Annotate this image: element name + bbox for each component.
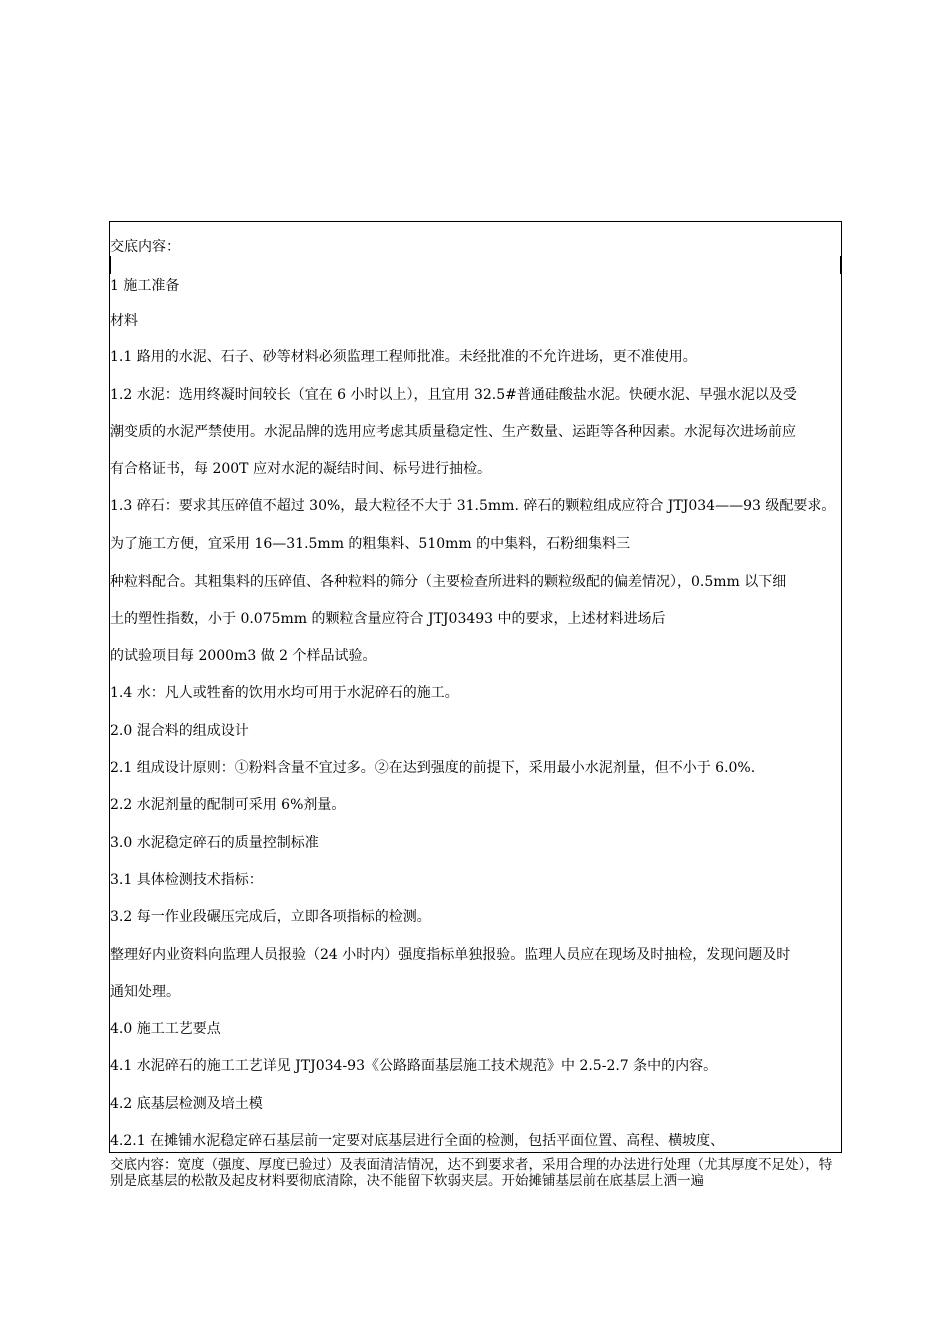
paragraph-line: 整理好内业资料向监理人员报验（24 小时内）强度指标单独报验。监理人员应在现场及时抽检，发现问题及时 xyxy=(110,947,791,963)
paragraph-line: 通知处理。 xyxy=(110,984,180,1000)
heading-4: 4.0 施工工艺要点 xyxy=(110,1021,221,1037)
frame-mark-right xyxy=(840,256,842,274)
paragraph-line: 3.1 具体检测技术指标： xyxy=(110,872,263,888)
paragraph-line: 3.2 每一作业段碾压完成后，立即各项指标的检测。 xyxy=(110,909,431,925)
continuation-paragraph: 交底内容：宽度（强度、厚度已验过）及表面清洁情况，达不到要求者，采用合理的办法进行处理（尤其厚度不足处），特别是底基层的松散及起皮材料要彻底清除，决不能留下软弱夹层。开始摊铺基层前在底基层上洒一遍 xyxy=(110,1157,833,1189)
paragraph-line: 1.4 水：凡人或牲畜的饮用水均可用于水泥碎石的施工。 xyxy=(110,685,459,701)
heading-3: 3.0 水泥稳定碎石的质量控制标准 xyxy=(110,835,319,851)
paragraph-line: 有合格证书，每 200T 应对水泥的凝结时间、标号进行抽检。 xyxy=(110,461,491,477)
paragraph-line: 4.2 底基层检测及培土模 xyxy=(110,1096,263,1112)
paragraph-line: 2.2 水泥剂量的配制可采用 6%剂量。 xyxy=(110,797,346,813)
paragraph-line: 4.2.1 在摊铺水泥稳定碎石基层前一定要对底基层进行全面的检测，包括平面位置、高程、横坡度、 xyxy=(110,1133,725,1149)
paragraph-line: 1.1 路用的水泥、石子、砂等材料必须监理工程师批准。未经批准的不允许进场，更不准使用。 xyxy=(110,349,697,365)
paragraph-line: 2.1 组成设计原则：①粉料含量不宜过多。②在达到强度的前提下，采用最小水泥剂量，但不小于 6.0%. xyxy=(110,760,756,776)
heading-1: 1 施工准备 xyxy=(110,278,180,294)
paragraph-line: 种粒料配合。其粗集料的压碎值、各种粒料的筛分（主要检查所进料的颗粒级配的偏差情况），0.5mm 以下细 xyxy=(110,574,787,590)
subheading-materials: 材料 xyxy=(110,313,138,329)
frame-mark-left xyxy=(109,256,111,274)
paragraph-line: 的试验项目每 2000m3 做 2 个样品试验。 xyxy=(110,648,377,664)
section-label: 交底内容： xyxy=(110,239,180,255)
paragraph-line: 为了施工方便，宜采用 16—31.5mm 的粗集料、510mm 的中集料，石粉细集料三 xyxy=(110,536,631,552)
paragraph-line: 4.1 水泥碎石的施工工艺详见 JTJ034-93《公路路面基层施工技术规范》中 2.5-2.7 条中的内容。 xyxy=(110,1058,718,1074)
heading-2: 2.0 混合料的组成设计 xyxy=(110,723,249,739)
paragraph-line: 1.2 水泥：选用终凝时间较长（宜在 6 小时以上），且宜用 32.5#普通硅酸盐水泥。快硬水泥、早强水泥以及受 xyxy=(110,387,797,403)
paragraph-line: 1.3 碎石：要求其压碎值不超过 30%，最大粒径不大于 31.5mm. 碎石的颗粒组成应符合 JTJ034——93 级配要求。 xyxy=(110,498,836,514)
paragraph-line: 土的塑性指数，小于 0.075mm 的颗粒含量应符合 JTJ03493 中的要求，上述材料进场后 xyxy=(110,611,666,627)
paragraph-line: 潮变质的水泥严禁使用。水泥品牌的选用应考虑其质量稳定性、生产数量、运距等各种因素。水泥每次进场前应 xyxy=(110,424,796,440)
